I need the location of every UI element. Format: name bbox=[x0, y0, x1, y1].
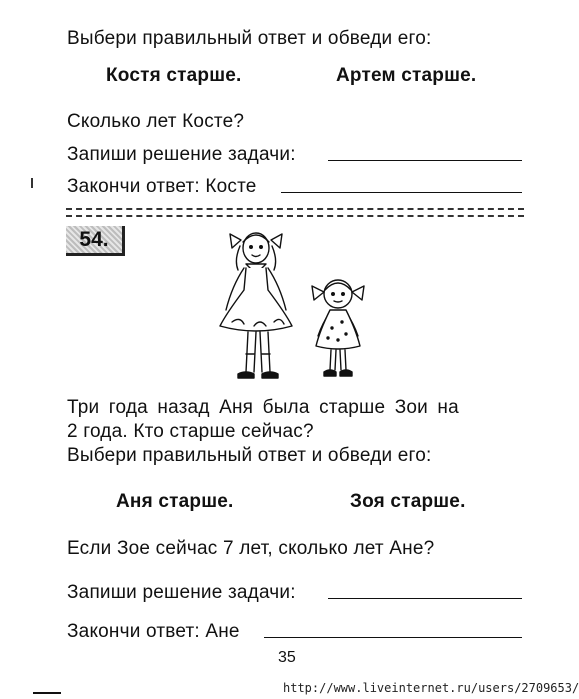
task54-number-badge: 54. bbox=[66, 226, 125, 256]
task54-question: Если Зое сейчас 7 лет, сколько лет Ане? bbox=[67, 538, 435, 559]
margin-mark bbox=[31, 178, 33, 188]
task53-option-artem[interactable]: Артем старше. bbox=[336, 65, 477, 86]
page-number: 35 bbox=[278, 649, 296, 666]
task53-solution-line[interactable] bbox=[328, 160, 522, 161]
watermark-url: http://www.liveinternet.ru/users/2709653/ bbox=[283, 681, 579, 695]
small-girl-icon bbox=[306, 272, 368, 384]
task53-question: Сколько лет Косте? bbox=[67, 111, 245, 132]
task54-option-anya[interactable]: Аня старше. bbox=[116, 491, 234, 512]
task54-text-line1: Три года назад Аня была старше Зои на bbox=[67, 397, 459, 418]
task53-option-kostya[interactable]: Костя старше. bbox=[106, 65, 242, 86]
task53-write-solution-label: Запиши решение задачи: bbox=[67, 144, 296, 165]
task53-answer-line[interactable] bbox=[281, 192, 522, 193]
task54-answer-line[interactable] bbox=[264, 637, 522, 638]
task54-finish-answer-label: Закончи ответ: Ане bbox=[67, 621, 240, 642]
task53-instruction: Выбери правильный ответ и обведи его: bbox=[67, 28, 432, 49]
task54-solution-line[interactable] bbox=[328, 598, 522, 599]
girl-in-dress-icon bbox=[210, 226, 300, 388]
task54-instruction: Выбери правильный ответ и обведи его: bbox=[67, 445, 432, 466]
divider-upper bbox=[66, 208, 524, 210]
task54-option-zoya[interactable]: Зоя старше. bbox=[350, 491, 466, 512]
divider-lower bbox=[66, 215, 524, 217]
task54-write-solution-label: Запиши решение задачи: bbox=[67, 582, 296, 603]
task54-text-line2: 2 года. Кто старше сейчас? bbox=[67, 421, 314, 442]
task53-finish-answer-label: Закончи ответ: Косте bbox=[67, 176, 257, 197]
page-edge-mark bbox=[33, 692, 61, 694]
